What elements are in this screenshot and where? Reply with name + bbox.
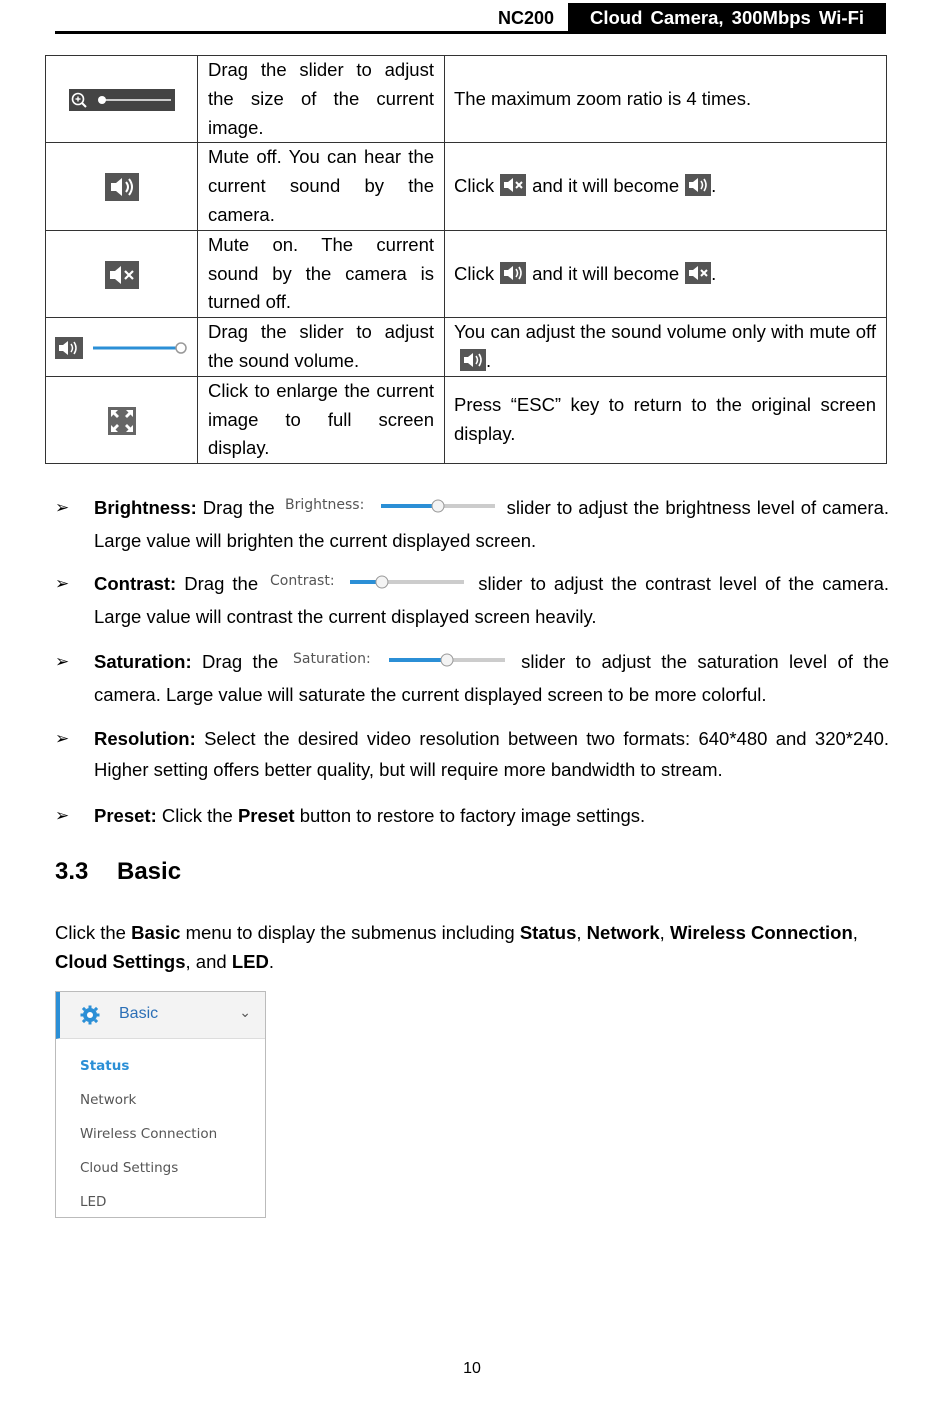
- note-end-text: .: [486, 349, 492, 371]
- saturation-slider-graphic: [293, 648, 507, 670]
- bullet-pre: Drag the: [184, 573, 259, 594]
- menu-item-led[interactable]: LED: [80, 1194, 107, 1210]
- para-text: Click the: [55, 922, 126, 943]
- menu-header-label: Basic: [119, 1005, 159, 1022]
- para-text: .: [268, 951, 274, 972]
- bullet-pre: Click the: [161, 805, 233, 826]
- row-description: Mute on. The current sound by the camera is turned off.: [198, 230, 445, 317]
- section-paragraph: [55, 918, 889, 976]
- bullet-term: Resolution:: [94, 728, 196, 749]
- para-text: , and: [185, 951, 227, 972]
- chevron-down-icon: ⌄: [239, 1004, 251, 1020]
- basic-menu-screenshot: [55, 991, 266, 1218]
- bullet-term: Contrast:: [94, 573, 177, 594]
- bullet-arrow-icon: ➢: [55, 498, 70, 517]
- bullet-pre: Drag the: [202, 651, 279, 672]
- slider-label: Saturation:: [292, 650, 371, 667]
- row-description: Drag the slider to adjust the sound volume.: [198, 318, 445, 377]
- contrast-slider-graphic: [270, 570, 466, 592]
- bullet-resolution: [55, 723, 889, 785]
- icon-cell: [46, 143, 198, 230]
- para-text: menu to display the submenus including: [185, 922, 515, 943]
- note-text: You can adjust the sound volume only with mute: [454, 321, 851, 343]
- gear-icon: [80, 1005, 100, 1025]
- header-title: Cloud Camera, 300Mbps Wi-Fi: [568, 3, 886, 33]
- icon-cell: [46, 318, 198, 377]
- note-click-text: Click: [454, 262, 495, 284]
- section-title: Basic: [117, 858, 182, 885]
- icon-cell: [46, 230, 198, 317]
- icon-cell: [46, 376, 198, 463]
- bullet-bold: Preset: [237, 805, 295, 826]
- menu-header-basic[interactable]: [56, 992, 265, 1039]
- brightness-slider-graphic: [285, 494, 497, 516]
- bullet-arrow-icon: ➢: [55, 652, 70, 671]
- note-off-text: off: [855, 321, 876, 343]
- speaker-on-icon: [105, 173, 139, 201]
- speaker-muted-icon: [105, 261, 139, 289]
- row-note: [445, 318, 887, 377]
- note-mid-text: and it will become: [532, 262, 680, 284]
- speaker-on-icon: [685, 174, 711, 196]
- table-row: [46, 318, 887, 377]
- header-rule: [55, 31, 886, 34]
- note-mid-text: and it will become: [532, 175, 680, 197]
- slider-label: Contrast:: [270, 572, 335, 589]
- row-note: The maximum zoom ratio is 4 times.: [445, 56, 887, 143]
- para-bold: LED: [231, 951, 269, 972]
- brightness-slider[interactable]: [285, 494, 497, 525]
- slider-label: Brightness:: [284, 496, 364, 513]
- bullet-arrow-icon: ➢: [55, 574, 70, 593]
- section-number: 3.3: [55, 858, 89, 885]
- speaker-on-icon: [460, 349, 486, 371]
- row-note: [445, 230, 887, 317]
- saturation-slider[interactable]: [293, 648, 507, 679]
- row-note: [445, 143, 887, 230]
- note-end-text: .: [711, 262, 717, 284]
- bullet-pre: Drag the: [202, 497, 275, 518]
- note-end-text: .: [711, 175, 717, 197]
- para-text: ,: [852, 922, 858, 943]
- bullet-saturation: [55, 646, 889, 710]
- menu-item-wireless-connection[interactable]: Wireless Connection: [80, 1126, 218, 1142]
- table-row: [46, 143, 887, 230]
- row-description: Click to enlarge the current image to full screen display.: [198, 376, 445, 463]
- bullet-text: Select the desired video resolution between two formats: 640*480 and 320*240. Higher setting offers better quality, but will require more bandwidth to stream.: [94, 728, 889, 780]
- bullet-preset: [55, 800, 889, 831]
- bullet-arrow-icon: ➢: [55, 729, 70, 748]
- note-click-text: Click: [454, 175, 495, 197]
- bullet-arrow-icon: ➢: [55, 806, 70, 825]
- menu-item-network[interactable]: Network: [80, 1092, 137, 1108]
- bullet-brightness: [55, 492, 889, 556]
- speaker-muted-icon: [500, 174, 526, 196]
- row-description: Mute off. You can hear the current sound by the camera.: [198, 143, 445, 230]
- menu-item-status[interactable]: Status: [80, 1058, 130, 1074]
- bullet-term: Preset:: [94, 805, 157, 826]
- para-text: ,: [576, 922, 582, 943]
- bullet-contrast: [55, 568, 889, 632]
- bullet-post: slider to adjust the brightness level of camera. Large value will brighten the current displayed screen.: [94, 497, 889, 551]
- menu-item-cloud-settings[interactable]: Cloud Settings: [80, 1160, 179, 1176]
- contrast-slider[interactable]: [270, 570, 466, 601]
- header-model: NC200: [498, 8, 555, 28]
- para-bold: Wireless Connection: [669, 922, 853, 943]
- bullet-post: slider to adjust the saturation level of the camera. Large value will saturate the current displayed screen to be more colorful.: [94, 651, 890, 705]
- fullscreen-icon: [108, 407, 136, 435]
- volume-slider-icon: [55, 337, 189, 359]
- speaker-muted-icon: [685, 262, 711, 284]
- bullet-term: Saturation:: [94, 651, 192, 672]
- controls-table: [45, 55, 887, 464]
- speaker-on-icon: [500, 262, 526, 284]
- bullet-post: button to restore to factory image settings.: [299, 805, 646, 826]
- para-bold: Network: [586, 922, 660, 943]
- page-number: 10: [463, 1360, 481, 1377]
- para-bold: Basic: [131, 922, 181, 943]
- row-description: Drag the slider to adjust the size of the current image.: [198, 56, 445, 143]
- table-row: [46, 56, 887, 143]
- para-bold: Status: [519, 922, 577, 943]
- bullet-term: Brightness:: [94, 497, 197, 518]
- para-text: ,: [659, 922, 665, 943]
- icon-cell: [46, 56, 198, 143]
- row-note: Press “ESC” key to return to the original screen display.: [445, 376, 887, 463]
- table-row: [46, 376, 887, 463]
- table-row: [46, 230, 887, 317]
- para-bold: Cloud Settings: [55, 951, 186, 972]
- menu-items: [56, 1039, 265, 1219]
- zoom-slider-icon: [69, 89, 175, 111]
- bullet-post: slider to adjust the contrast level of the camera. Large value will contrast the current displayed screen heavily.: [94, 573, 890, 627]
